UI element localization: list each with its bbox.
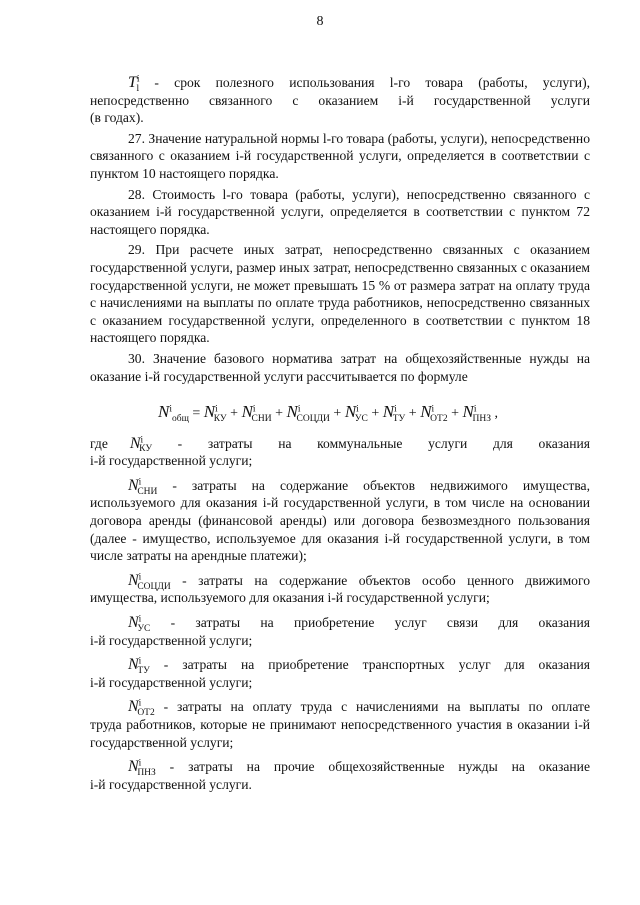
formula-plus: +: [447, 406, 463, 422]
def-subscript: ПНЗ: [137, 767, 156, 778]
document-body: [90, 74, 590, 793]
formula-plus: +: [329, 406, 345, 422]
page-number: 8: [316, 14, 324, 29]
formula-term: $N^i_{ТУ}$: [382, 402, 406, 424]
def-rest: i-й государственной услуги;: [90, 453, 253, 469]
def-line1: - затраты на коммунальные услуги для оказания: [152, 435, 590, 451]
where-label: где: [90, 435, 108, 451]
definition-item: $N^i_{ПНЗ}$ - затраты на прочие общехозяйственные нужды на оказание i-й государственной услуги.: [90, 758, 590, 792]
def-line1: - затраты на прочие общехозяйственные нужды на оказание: [155, 759, 590, 775]
def-rest: имущества, используемого для оказания i-й государственной услуги;: [90, 590, 490, 606]
def-symbol: N: [129, 434, 141, 452]
def-line1: - затраты на содержание объектов особо ценного движимого: [170, 572, 590, 588]
paragraph-29: 29. При расчете иных затрат, непосредственно связанных с оказанием государственной услуги, размер иных затрат, непосредственно связанных с оказанием государственной услуги, не может превышать 15 % от размера затрат на оплату труда с начислениями на выплаты по оплате труда работников, непосредственно связанных с оказанием государственной услуги, определенного в соответствии с пунктом 18 настоящего порядка.: [90, 242, 590, 346]
def-rest: i-й государственной услуги;: [90, 632, 253, 648]
def-subscript: УС: [137, 623, 151, 634]
def-subscript: СОЦДИ: [137, 581, 171, 592]
paragraph-28: 28. Стоимость l-го товара (работы, услуги), непосредственно связанного с оказанием i-й государственной услуги, определяется в соответствии с пунктом 72 настоящего порядка.: [90, 186, 590, 237]
definition-item: $N^i_{ТУ}$ - затраты на приобретение транспортных услуг для оказания i-й государственной услуги;: [90, 656, 590, 690]
def-subscript: ТУ: [137, 665, 150, 676]
def-rest: i-й государственной услуги.: [90, 776, 252, 792]
def-symbol: N: [128, 758, 139, 776]
formula-plus: +: [271, 406, 287, 422]
formula-lhs-sub: общ: [171, 413, 189, 424]
var-t: T: [128, 74, 137, 91]
def-rest: труда работников, которые не принимают непосредственного участия в оказании i-й государственной услуги;: [90, 717, 590, 750]
formula-term: $N^i_{СОЦДИ}$: [286, 402, 330, 424]
def-symbol: N: [128, 698, 139, 716]
formula: $N^i_{общ} = N^i_{КУ} + N^i_{СНИ} + N^i_{СОЦДИ} + N^i_{УС} + N^i_{ТУ} + N^i_{ОТ2} + N^i_{ПНЗ}$ ,: [158, 402, 498, 424]
def-rest: используемого для оказания i-й государственной услуги, в том числе на основании договора аренды (финансовой аренды) или договора безвозмездного пользования (далее - имущество, используемое для оказания i-й государственной услуги, в том числе затраты на арендные платежи);: [90, 495, 590, 564]
def-line1: - затраты на содержание объектов недвижимого имущества,: [157, 477, 590, 493]
def-symbol: N: [128, 571, 139, 589]
def-subscript: СНИ: [137, 486, 158, 497]
definitions-list: [90, 435, 590, 794]
formula-term: $N^i_{УС}$: [344, 402, 368, 424]
ti-line2: непосредственно связанного с оказанием i-й государственной услуги: [90, 92, 590, 108]
definition-item: $N^i_{СНИ}$ - затраты на содержание объектов недвижимого имущества, используемого для оказания i-й государственной услуги, в том числе на основании договора аренды (финансовой аренды) или договора безвозмездного пользования (далее - имущество, используемое для оказания i-й государственной услуги, в том числе затраты на арендные платежи);: [90, 476, 590, 564]
formula-term: $N^i_{ПНЗ}$: [462, 402, 491, 424]
formula-term: $N^i_{ОТ2}$: [420, 402, 448, 424]
ti-definition: $T^i_l$ - срок полезного использования l-го товара (работы, услуги), непосредственно связанного с оказанием i-й государственной услуги (в годах).: [90, 74, 590, 126]
def-symbol: N: [128, 656, 139, 674]
formula-term: $N^i_{СНИ}$: [241, 402, 272, 424]
ti-line3: (в годах).: [90, 110, 144, 126]
def-line1: - затраты на приобретение транспортных услуг для оказания: [149, 657, 590, 673]
formula-plus: +: [367, 406, 383, 422]
def-subscript: ОТ2: [137, 708, 155, 719]
formula-terms: [203, 402, 491, 424]
def-symbol: N: [128, 476, 139, 494]
def-rest: i-й государственной услуги;: [90, 674, 253, 690]
definition-item: $N^i_{УС}$ - затраты на приобретение услуг связи для оказания i-й государственной услуги;: [90, 614, 590, 648]
definition-item: где $N^i_{КУ}$ - затраты на коммунальные услуги для оказания i-й государственной услуги;: [90, 434, 590, 469]
definition-item: $N^i_{СОЦДИ}$ - затраты на содержание объектов особо ценного движимого имущества, используемого для оказания i-й государственной услуги;: [90, 571, 590, 606]
formula-plus: +: [405, 406, 421, 422]
def-line1: - затраты на оплату труда с начислениями на выплаты по оплате: [154, 699, 590, 715]
formula-plus: +: [226, 406, 242, 422]
def-subscript: КУ: [139, 444, 153, 455]
ti-line1: - срок полезного использования l-го товара (работы, услуги),: [154, 75, 590, 90]
def-line1: - затраты на приобретение услуг связи для оказания: [150, 615, 590, 631]
def-symbol: N: [128, 614, 139, 632]
paragraph-30: 30. Значение базового норматива затрат на общехозяйственные нужды на оказание i-й государственной услуги рассчитывается по формуле: [90, 350, 590, 384]
formula-term: $N^i_{КУ}$: [203, 402, 227, 424]
definition-item: $N^i_{ОТ2}$ - затраты на оплату труда с начислениями на выплаты по оплате труда работников, которые не принимают непосредственного участия в оказании i-й государственной услуги;: [90, 698, 590, 750]
paragraph-27: 27. Значение натуральной нормы l-го товара (работы, услуги), непосредственно связанного с оказанием i-й государственной услуги, определяется в соответствии с пунктом 10 настоящего порядка.: [90, 130, 590, 181]
